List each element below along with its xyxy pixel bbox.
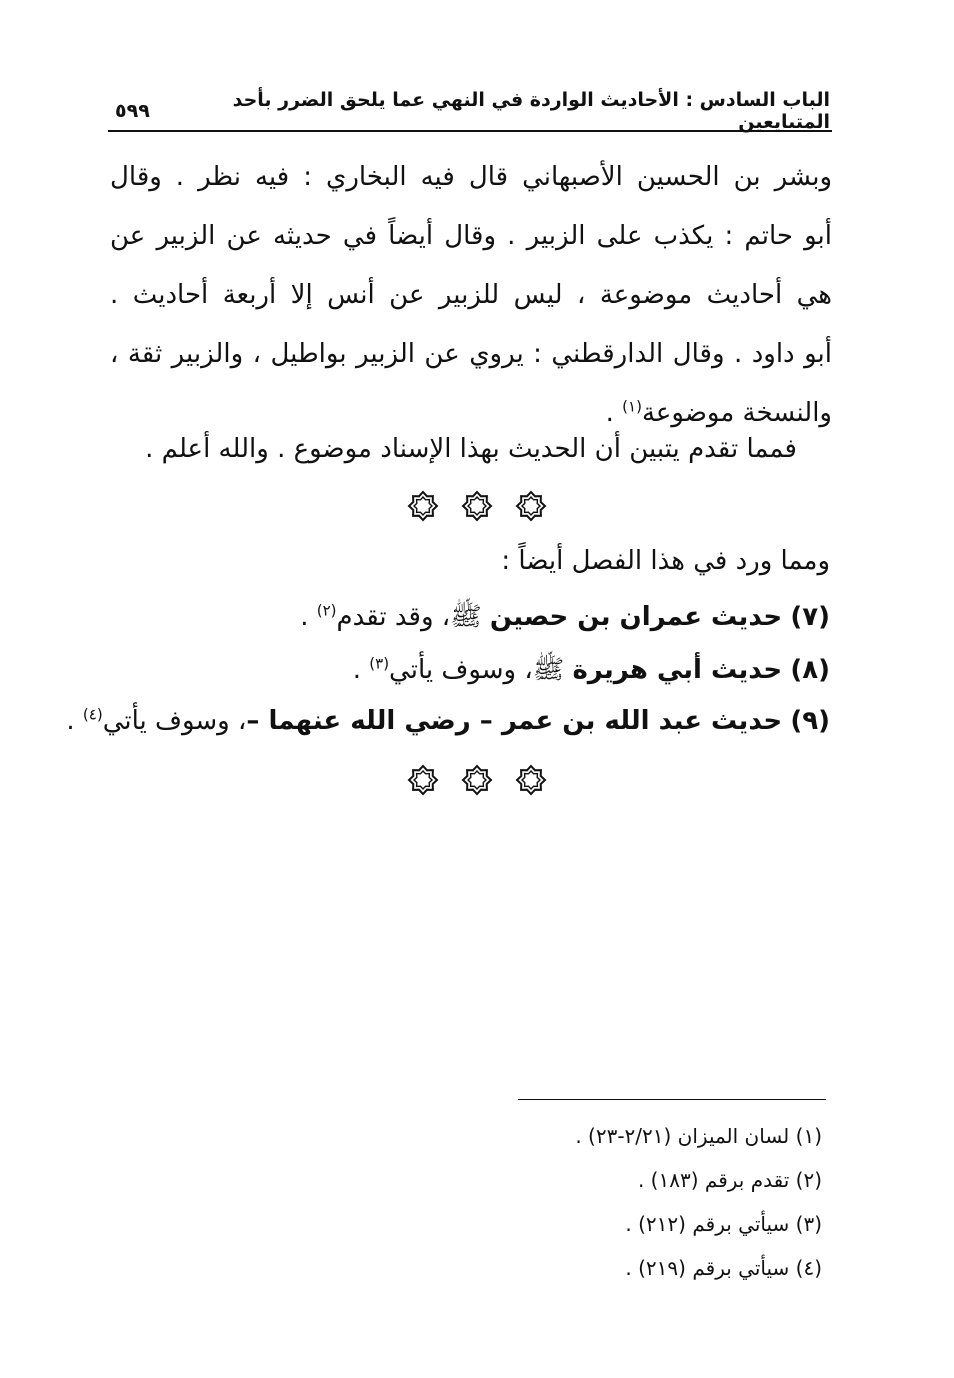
hadith-item xyxy=(300,600,830,638)
honorific-glyph: ﷺ xyxy=(532,655,565,685)
paragraph-line: هي أحاديث موضوعة ، ليس للزبير عن أنس إلا أربعة أحاديث . xyxy=(110,280,832,310)
footnote: (٢) تقدم برقم (١٨٣) . xyxy=(637,1168,822,1192)
item-number: (٨) xyxy=(790,655,830,685)
conclusion-line: فمما تقدم يتبين أن الحديث بهذا الإسناد موضوع . والله أعلم . xyxy=(145,434,797,464)
paragraph-last-end: . xyxy=(605,398,623,428)
item-text: ، وسوف يأتي xyxy=(102,706,247,736)
page-number: ٥٩٩ xyxy=(115,100,150,122)
item-end: . xyxy=(300,602,317,632)
item-title: حديث أبي هريرة xyxy=(572,655,783,685)
ornament-divider xyxy=(0,490,954,522)
eight-point-star-icon xyxy=(461,764,493,796)
paragraph-line: وبشر بن الحسين الأصبهاني قال فيه البخاري : فيه نظر . وقال xyxy=(110,162,832,192)
eight-point-star-icon xyxy=(515,764,547,796)
paragraph-line: أبو داود . وقال الدارقطني : يروي عن الزبير بواطيل ، والزبير ثقة ، xyxy=(110,339,832,369)
hadith-item xyxy=(66,706,830,736)
eight-point-star-icon xyxy=(407,764,439,796)
paragraph-line: أبو حاتم : يكذب على الزبير . وقال أيضاً في حديثه عن الزبير عن xyxy=(110,221,832,251)
header-title: الباب السادس : الأحاديث الواردة في النهي عما يلحق الضرر بأحد المتبايعين xyxy=(232,89,830,133)
footnote-rule xyxy=(518,1099,826,1100)
section-intro: ومما ورد في هذا الفصل أيضاً : xyxy=(501,546,830,576)
item-title: حديث عمران بن حصين xyxy=(489,602,783,632)
ornament-divider xyxy=(0,764,954,796)
item-number: (٧) xyxy=(790,602,830,632)
item-number: (٩) xyxy=(790,706,830,736)
footnote: (٤) سيأتي برقم (٢١٩) . xyxy=(625,1256,822,1280)
running-header xyxy=(115,89,830,133)
header-rule xyxy=(108,130,832,132)
hadith-item xyxy=(353,653,830,691)
item-title: حديث عبد الله بن عمر – رضي الله عنهما – xyxy=(246,706,783,736)
eight-point-star-icon xyxy=(407,490,439,522)
item-end: . xyxy=(352,655,370,685)
item-text: ، وسوف يأتي xyxy=(389,655,533,685)
item-end: . xyxy=(66,706,83,736)
eight-point-star-icon xyxy=(515,490,547,522)
footnote-ref: (١) xyxy=(622,397,642,416)
eight-point-star-icon xyxy=(461,490,493,522)
footnote-ref: (٤) xyxy=(82,705,103,724)
paragraph-last-text: والنسخة موضوعة xyxy=(641,398,832,428)
main-paragraph xyxy=(110,148,832,443)
footnote-ref: (٢) xyxy=(316,601,337,620)
footnote: (١) لسان الميزان (٢/٢١-٢٣) . xyxy=(575,1124,822,1148)
honorific-glyph: ﷺ xyxy=(450,602,482,632)
footnote: (٣) سيأتي برقم (٢١٢) . xyxy=(625,1212,822,1236)
item-text: ، وقد تقدم xyxy=(336,602,451,632)
footnote-ref: (٣) xyxy=(369,654,390,673)
